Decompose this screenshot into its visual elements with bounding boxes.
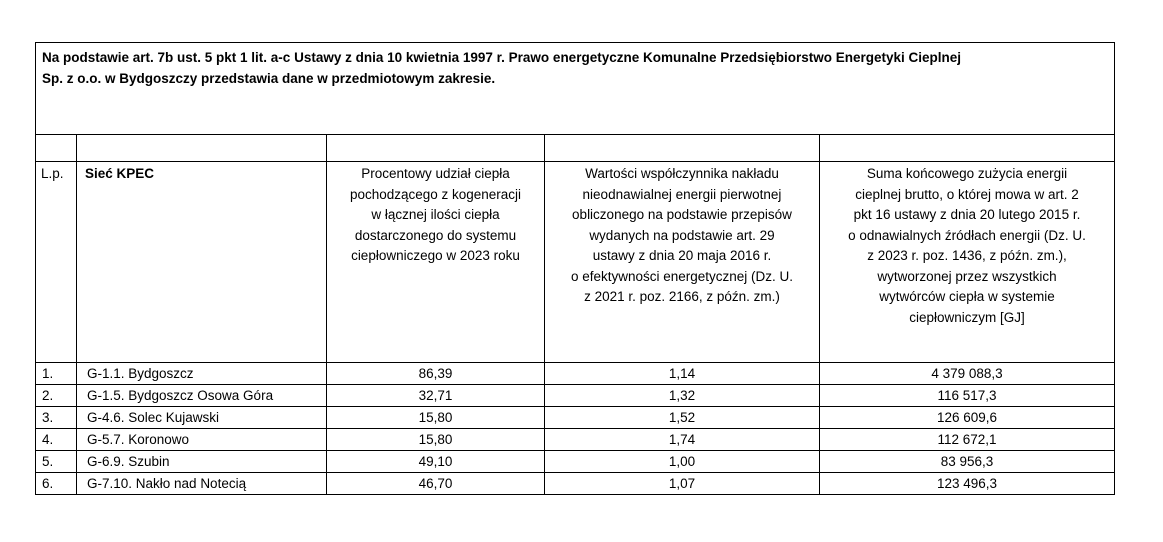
header-line: ciepłowniczego w 2023 roku (351, 248, 520, 263)
row-energy: 126 609,6 (820, 407, 1115, 429)
row-network: G-7.10. Nakło nad Notecią (77, 473, 327, 495)
row-cogeneration: 15,80 (327, 429, 545, 451)
row-factor: 1,32 (545, 385, 820, 407)
spacer-row (36, 135, 1115, 162)
header-cogeneration-share (327, 162, 545, 363)
header-line: nieodnawialnej energii pierwotnej (582, 186, 782, 202)
header-renewable-energy-sum (820, 162, 1115, 363)
row-factor: 1,14 (545, 363, 820, 385)
row-network: G-5.7. Koronowo (77, 429, 327, 451)
header-line: dostarczonego do systemu (354, 227, 517, 243)
row-cogeneration: 15,80 (327, 407, 545, 429)
row-energy: 83 956,3 (820, 451, 1115, 473)
header-line: o odnawialnych źródłach energii (Dz. U. (848, 227, 1086, 243)
row-cogeneration: 32,71 (327, 385, 545, 407)
header-line: ustawy z dnia 20 maja 2016 r. (592, 248, 772, 263)
row-network: G-6.9. Szubin (77, 451, 327, 473)
header-line: wytworzonej przez wszystkich (877, 268, 1057, 284)
row-factor: 1,74 (545, 429, 820, 451)
spacer-cell (77, 135, 327, 162)
row-energy: 4 379 088,3 (820, 363, 1115, 385)
header-line: w łącznej ilości ciepła (371, 207, 500, 222)
kpec-data-table (35, 42, 1115, 495)
row-lp: 2. (36, 385, 77, 407)
spacer-cell (545, 135, 820, 162)
row-network: G-1.1. Bydgoszcz (77, 363, 327, 385)
row-energy: 123 496,3 (820, 473, 1115, 495)
table-row (36, 429, 1115, 451)
header-line: pochodzącego z kogeneracji (349, 186, 522, 202)
intro-line-2: Sp. z o.o. w Bydgoszczy przedstawia dane w przedmiotowym zakresie. (42, 71, 496, 86)
header-line: Suma końcowego zużycia energii (866, 166, 1068, 181)
row-lp: 4. (36, 429, 77, 451)
header-line: wytwórców ciepła w systemie (879, 289, 1055, 304)
header-network: Sieć KPEC (77, 162, 327, 363)
table-row (36, 473, 1115, 495)
header-lp: L.p. (36, 162, 77, 363)
row-lp: 5. (36, 451, 77, 473)
table-row (36, 451, 1115, 473)
table-row (36, 385, 1115, 407)
row-factor: 1,52 (545, 407, 820, 429)
intro-text (36, 43, 1115, 135)
row-lp: 3. (36, 407, 77, 429)
row-lp: 1. (36, 363, 77, 385)
row-cogeneration: 46,70 (327, 473, 545, 495)
header-line: z 2021 r. poz. 2166, z późn. zm.) (584, 289, 780, 304)
header-row (36, 162, 1115, 363)
spacer-cell (327, 135, 545, 162)
spacer-cell (36, 135, 77, 162)
row-network: G-1.5. Bydgoszcz Osowa Góra (77, 385, 327, 407)
header-line: o efektywności energetycznej (Dz. U. (570, 268, 794, 284)
row-factor: 1,07 (545, 473, 820, 495)
header-line: Procentowy udział ciepła (361, 166, 510, 181)
header-line: pkt 16 ustawy z dnia 20 lutego 2015 r. (853, 207, 1081, 222)
row-network: G-4.6. Solec Kujawski (77, 407, 327, 429)
row-cogeneration: 49,10 (327, 451, 545, 473)
header-line: Wartości współczynnika nakładu (585, 166, 779, 181)
spacer-cell (820, 135, 1115, 162)
table-row (36, 363, 1115, 385)
row-lp: 6. (36, 473, 77, 495)
row-cogeneration: 86,39 (327, 363, 545, 385)
header-line: z 2023 r. poz. 1436, z późn. zm.), (867, 248, 1067, 263)
row-energy: 112 672,1 (820, 429, 1115, 451)
row-factor: 1,00 (545, 451, 820, 473)
header-line: wydanych na podstawie art. 29 (589, 227, 775, 243)
header-primary-energy-factor (545, 162, 820, 363)
intro-line-1: Na podstawie art. 7b ust. 5 pkt 1 lit. a-c Ustawy z dnia 10 kwietnia 1997 r. Prawo energetyczne Komunalne Przedsiębiorstwo Energetyki Cieplnej (42, 50, 962, 65)
row-energy: 116 517,3 (820, 385, 1115, 407)
table-row (36, 407, 1115, 429)
header-line: ciepłowniczym [GJ] (909, 309, 1025, 325)
header-line: cieplnej brutto, o której mowa w art. 2 (855, 186, 1079, 202)
header-line: obliczonego na podstawie przepisów (572, 207, 792, 222)
intro-row (36, 43, 1115, 135)
